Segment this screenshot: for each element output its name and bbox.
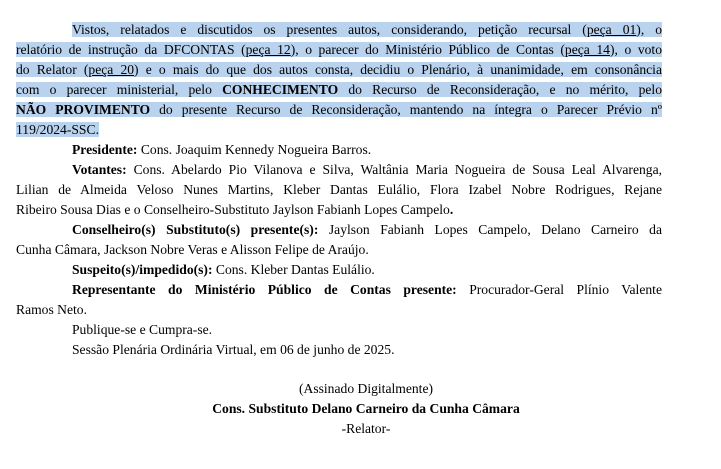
representante-line-1 [72,280,662,300]
decision-text: com o parecer ministerial, pelo [16,82,223,97]
votantes-value: Ribeiro Sousa Dias e o Conselheiro-Substituto Jaylson Fabianh Lopes Campelo [16,202,450,217]
decision-line-3 [16,60,662,80]
nao-provimento-term: NÃO PROVIMENTO [16,102,151,117]
representante-value: Procurador-Geral Plínio Valente [456,282,662,297]
assinado-digitalmente: (Assinado Digitalmente) [298,381,434,396]
conhecimento-term: CONHECIMENTO [222,82,339,97]
decision-line-4 [16,80,662,100]
representante-value: Ramos Neto. [16,302,87,317]
decision-text: do Relator ( [16,62,89,77]
suspeitos-label: Suspeito(s)/impedido(s): [72,262,213,277]
votantes-value: Cons. Abelardo Pio Vilanova e Silva, Waltânia Maria Nogueira de Sousa Leal Alvarenga, [126,162,662,177]
decision-line-5 [16,100,662,120]
conselheiros-value: Cunha Câmara, Jackson Nobre Veras e Alisson Felipe de Araújo. [16,242,369,257]
presidente-label: Presidente: [72,142,138,157]
votantes-period: . [449,202,454,217]
relator-role: -Relator- [341,421,391,436]
decision-text: do presente Recurso de Reconsideração, mantendo na íntegra o Parecer Prévio nº [150,102,662,117]
suspeitos-value: Cons. Kleber Dantas Eulálio. [212,262,375,277]
sessao-line: Sessão Plenária Ordinária Virtual, em 06 de junho de 2025. [72,342,395,357]
peca-14-link[interactable]: peça 14 [564,42,610,57]
peca-01-link[interactable]: peça 01 [586,22,637,37]
representante-line-2 [16,300,662,320]
votantes-line-2 [16,180,662,200]
decision-text: ), o [636,22,663,37]
decision-text: ), o voto [609,42,663,57]
suspeitos-line [72,260,662,280]
peca-12-link[interactable]: peça 12 [245,42,291,57]
votantes-line-3 [16,200,662,220]
presidente-value: Cons. Joaquim Kennedy Nogueira Barros. [137,142,372,157]
peca-20-link[interactable]: peça 20 [88,62,135,77]
conselheiros-line-1 [72,220,662,240]
conselheiros-value: Jaylson Fabianh Lopes Campelo, Delano Carneiro da [318,222,662,237]
presidente-line [72,140,662,160]
votantes-value: Lilian de Almeida Veloso Nunes Martins, Kleber Dantas Eulálio, Flora Izabel Nobre Rodrigues, Rejane [16,182,662,197]
votantes-label: Votantes: [72,162,127,177]
relator-name: Cons. Substituto Delano Carneiro da Cunha Câmara [212,401,520,416]
decision-text: ) e o mais do que dos autos consta, decidiu o Plenário, à unanimidade, em consonância [134,62,662,77]
votantes-line-1 [72,160,662,180]
decision-line-1 [72,20,662,40]
decision-line-6 [16,120,662,140]
decision-text: relatório de instrução da DFCONTAS ( [16,42,246,57]
decision-line-2 [16,40,662,60]
decision-text: ), o parecer do Ministério Público de Contas ( [290,42,565,57]
decision-text: do Recurso de Reconsideração, e no mérito, pelo [338,82,662,97]
decision-text: Vistos, relatados e discutidos os presentes autos, considerando, petição recursal ( [72,22,587,37]
parecer-number: 119/2024-SSC. [16,122,99,137]
conselheiros-line-2 [16,240,662,260]
conselheiros-label: Conselheiro(s) Substituto(s) presente(s): [72,222,319,237]
publique-line: Publique-se e Cumpra-se. [72,322,213,337]
representante-label: Representante do Ministério Público de Contas presente: [72,282,457,297]
